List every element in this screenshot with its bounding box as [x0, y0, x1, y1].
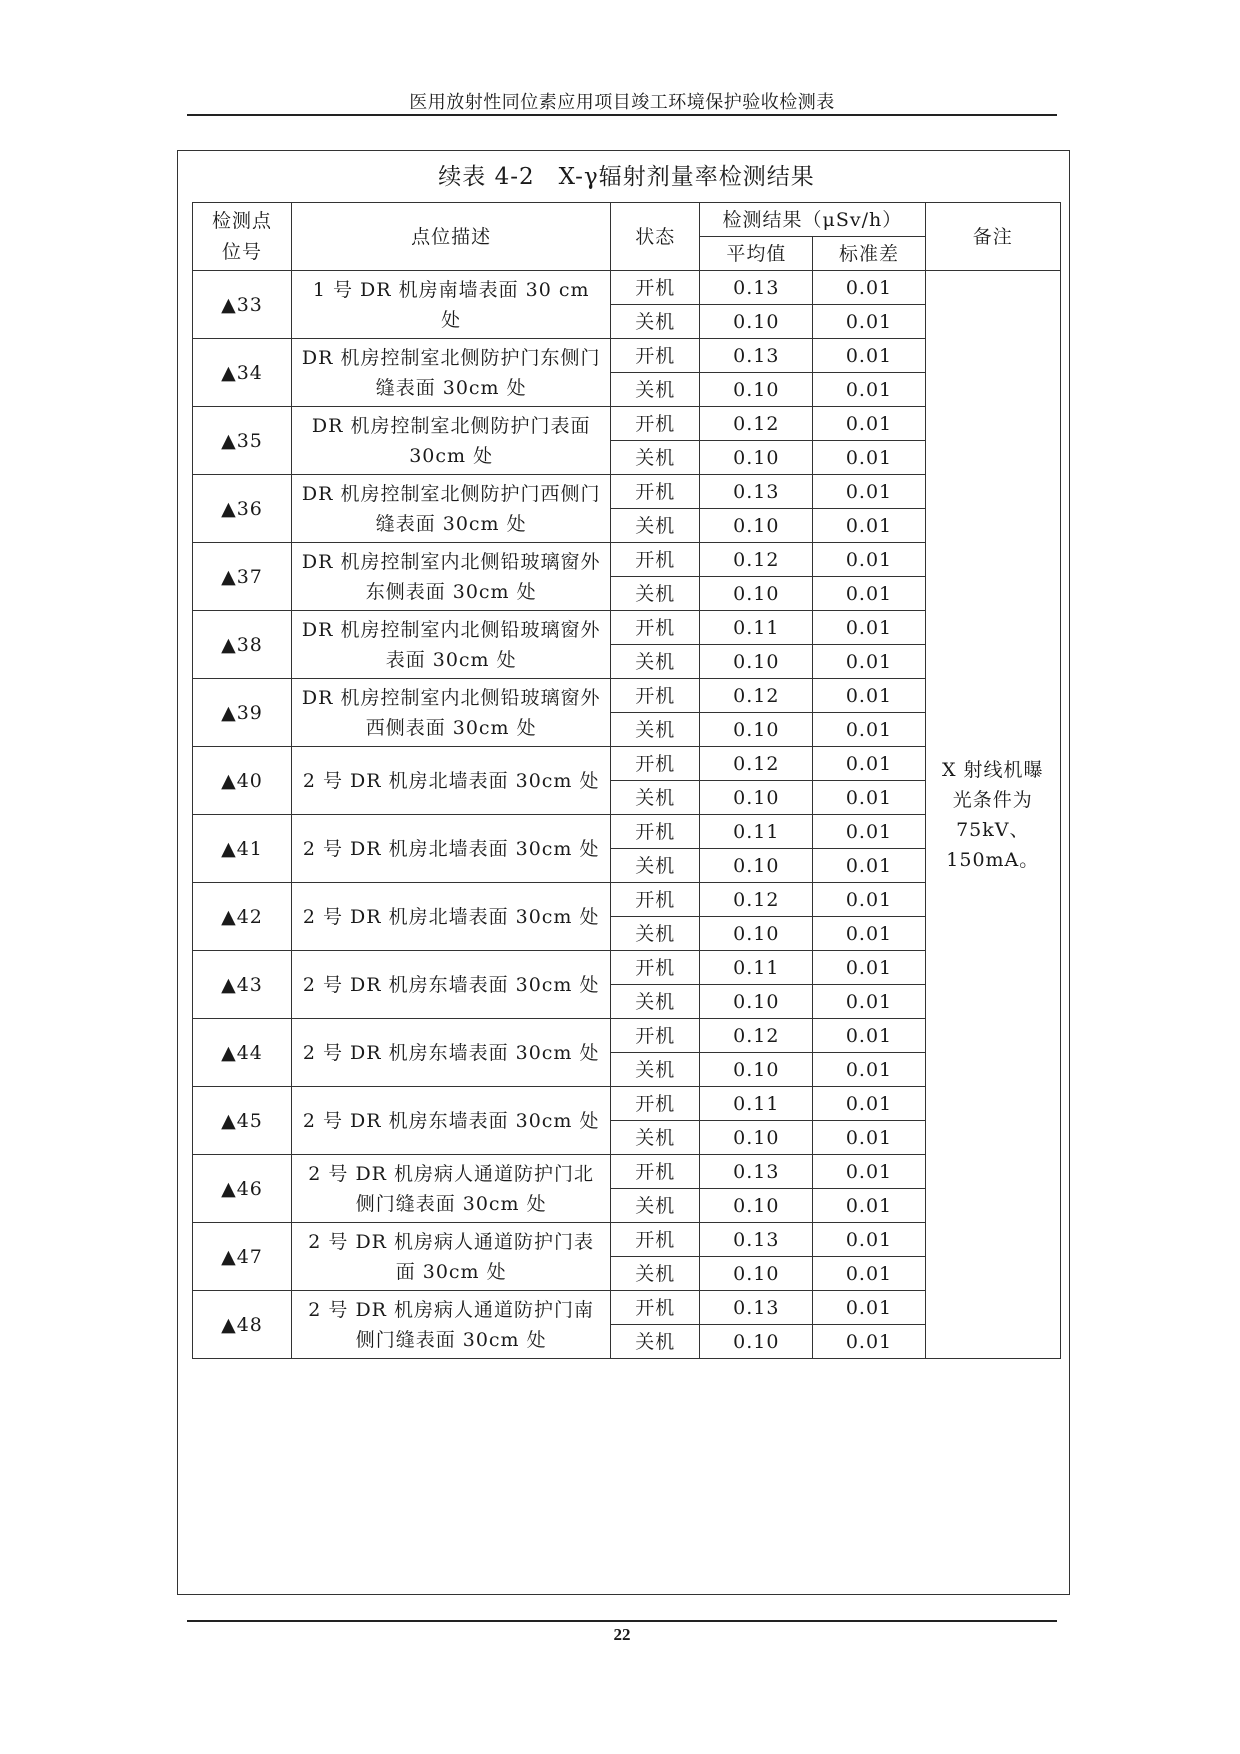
- document-header-title: 医用放射性同位素应用项目竣工环境保护验收检测表: [409, 92, 835, 113]
- mean-cell: 0.12: [700, 679, 813, 713]
- dose-rate-table: [192, 202, 1061, 1359]
- state-cell: 开机: [611, 407, 700, 441]
- page-number: 22: [613, 1625, 631, 1644]
- description-cell: 2 号 DR 机房北墙表面 30cm 处: [292, 747, 611, 815]
- std-cell: 0.01: [813, 747, 925, 781]
- remark-cell: X 射线机曝光条件为 75kV、150mA。: [925, 271, 1060, 1359]
- state-cell: 开机: [611, 679, 700, 713]
- state-cell: 关机: [611, 577, 700, 611]
- state-cell: 关机: [611, 1325, 700, 1359]
- mean-cell: 0.11: [700, 1087, 813, 1121]
- mean-cell: 0.10: [700, 1257, 813, 1291]
- state-cell: 开机: [611, 815, 700, 849]
- point-id-cell: ▲41: [193, 815, 292, 883]
- std-cell: 0.01: [813, 509, 925, 543]
- state-cell: 关机: [611, 781, 700, 815]
- mean-cell: 0.12: [700, 747, 813, 781]
- table-row: [193, 271, 1061, 305]
- description-cell: DR 机房控制室北侧防护门西侧门缝表面 30cm 处: [292, 475, 611, 543]
- std-cell: 0.01: [813, 611, 925, 645]
- description-cell: 2 号 DR 机房东墙表面 30cm 处: [292, 1087, 611, 1155]
- description-cell: 2 号 DR 机房北墙表面 30cm 处: [292, 815, 611, 883]
- col-header-remark: 备注: [925, 203, 1060, 271]
- mean-cell: 0.13: [700, 1155, 813, 1189]
- description-cell: 2 号 DR 机房北墙表面 30cm 处: [292, 883, 611, 951]
- std-cell: 0.01: [813, 1053, 925, 1087]
- mean-cell: 0.11: [700, 815, 813, 849]
- std-cell: 0.01: [813, 271, 925, 305]
- col-header-mean: 平均值: [700, 237, 813, 271]
- state-cell: 开机: [611, 1155, 700, 1189]
- mean-cell: 0.10: [700, 441, 813, 475]
- mean-cell: 0.10: [700, 713, 813, 747]
- state-cell: 开机: [611, 747, 700, 781]
- std-cell: 0.01: [813, 1155, 925, 1189]
- point-id-cell: ▲43: [193, 951, 292, 1019]
- state-cell: 开机: [611, 611, 700, 645]
- std-cell: 0.01: [813, 985, 925, 1019]
- std-cell: 0.01: [813, 781, 925, 815]
- state-cell: 开机: [611, 271, 700, 305]
- mean-cell: 0.10: [700, 849, 813, 883]
- point-id-cell: ▲48: [193, 1291, 292, 1359]
- state-cell: 关机: [611, 849, 700, 883]
- description-cell: 1 号 DR 机房南墙表面 30 cm 处: [292, 271, 611, 339]
- mean-cell: 0.13: [700, 475, 813, 509]
- point-id-cell: ▲34: [193, 339, 292, 407]
- state-cell: 开机: [611, 951, 700, 985]
- state-cell: 关机: [611, 917, 700, 951]
- std-cell: 0.01: [813, 883, 925, 917]
- state-cell: 开机: [611, 883, 700, 917]
- std-cell: 0.01: [813, 407, 925, 441]
- std-cell: 0.01: [813, 713, 925, 747]
- mean-cell: 0.10: [700, 1053, 813, 1087]
- description-cell: 2 号 DR 机房病人通道防护门表面 30cm 处: [292, 1223, 611, 1291]
- state-cell: 关机: [611, 509, 700, 543]
- state-cell: 关机: [611, 1121, 700, 1155]
- col-header-std: 标准差: [813, 237, 925, 271]
- std-cell: 0.01: [813, 305, 925, 339]
- std-cell: 0.01: [813, 1223, 925, 1257]
- mean-cell: 0.12: [700, 1019, 813, 1053]
- point-id-cell: ▲45: [193, 1087, 292, 1155]
- mean-cell: 0.11: [700, 951, 813, 985]
- description-cell: DR 机房控制室内北侧铅玻璃窗外西侧表面 30cm 处: [292, 679, 611, 747]
- point-id-cell: ▲42: [193, 883, 292, 951]
- mean-cell: 0.11: [700, 611, 813, 645]
- point-id-cell: ▲33: [193, 271, 292, 339]
- mean-cell: 0.13: [700, 271, 813, 305]
- point-id-cell: ▲35: [193, 407, 292, 475]
- state-cell: 开机: [611, 475, 700, 509]
- std-cell: 0.01: [813, 543, 925, 577]
- std-cell: 0.01: [813, 1121, 925, 1155]
- mean-cell: 0.12: [700, 407, 813, 441]
- std-cell: 0.01: [813, 339, 925, 373]
- header-divider: [187, 114, 1057, 116]
- std-cell: 0.01: [813, 645, 925, 679]
- state-cell: 关机: [611, 1257, 700, 1291]
- description-cell: DR 机房控制室北侧防护门表面 30cm 处: [292, 407, 611, 475]
- mean-cell: 0.12: [700, 543, 813, 577]
- description-cell: 2 号 DR 机房病人通道防护门北侧门缝表面 30cm 处: [292, 1155, 611, 1223]
- mean-cell: 0.10: [700, 1189, 813, 1223]
- mean-cell: 0.10: [700, 781, 813, 815]
- mean-cell: 0.10: [700, 509, 813, 543]
- state-cell: 开机: [611, 1019, 700, 1053]
- footer-divider: [187, 1620, 1057, 1622]
- mean-cell: 0.10: [700, 305, 813, 339]
- point-id-cell: ▲47: [193, 1223, 292, 1291]
- col-header-description: 点位描述: [292, 203, 611, 271]
- std-cell: 0.01: [813, 1291, 925, 1325]
- description-cell: DR 机房控制室内北侧铅玻璃窗外东侧表面 30cm 处: [292, 543, 611, 611]
- mean-cell: 0.13: [700, 1223, 813, 1257]
- mean-cell: 0.10: [700, 373, 813, 407]
- state-cell: 开机: [611, 1223, 700, 1257]
- state-cell: 开机: [611, 1087, 700, 1121]
- mean-cell: 0.13: [700, 1291, 813, 1325]
- state-cell: 关机: [611, 305, 700, 339]
- state-cell: 关机: [611, 1189, 700, 1223]
- std-cell: 0.01: [813, 951, 925, 985]
- std-cell: 0.01: [813, 475, 925, 509]
- state-cell: 关机: [611, 713, 700, 747]
- description-cell: DR 机房控制室北侧防护门东侧门缝表面 30cm 处: [292, 339, 611, 407]
- col-header-point-no: 检测点位号: [193, 203, 292, 271]
- state-cell: 开机: [611, 1291, 700, 1325]
- state-cell: 关机: [611, 645, 700, 679]
- mean-cell: 0.10: [700, 985, 813, 1019]
- point-id-cell: ▲44: [193, 1019, 292, 1087]
- state-cell: 关机: [611, 985, 700, 1019]
- mean-cell: 0.13: [700, 339, 813, 373]
- description-cell: 2 号 DR 机房东墙表面 30cm 处: [292, 1019, 611, 1087]
- state-cell: 关机: [611, 373, 700, 407]
- std-cell: 0.01: [813, 1019, 925, 1053]
- point-id-cell: ▲36: [193, 475, 292, 543]
- std-cell: 0.01: [813, 577, 925, 611]
- table-title: 续表 4-2 X-γ辐射剂量率检测结果: [438, 164, 815, 190]
- point-id-cell: ▲38: [193, 611, 292, 679]
- point-id-cell: ▲46: [193, 1155, 292, 1223]
- std-cell: 0.01: [813, 1257, 925, 1291]
- std-cell: 0.01: [813, 679, 925, 713]
- std-cell: 0.01: [813, 373, 925, 407]
- point-id-cell: ▲39: [193, 679, 292, 747]
- col-header-result: 检测结果（μSv/h）: [700, 203, 925, 237]
- point-id-cell: ▲40: [193, 747, 292, 815]
- mean-cell: 0.10: [700, 577, 813, 611]
- state-cell: 开机: [611, 339, 700, 373]
- mean-cell: 0.10: [700, 917, 813, 951]
- std-cell: 0.01: [813, 1189, 925, 1223]
- mean-cell: 0.10: [700, 1325, 813, 1359]
- std-cell: 0.01: [813, 441, 925, 475]
- mean-cell: 0.10: [700, 1121, 813, 1155]
- std-cell: 0.01: [813, 815, 925, 849]
- std-cell: 0.01: [813, 917, 925, 951]
- description-cell: DR 机房控制室内北侧铅玻璃窗外表面 30cm 处: [292, 611, 611, 679]
- state-cell: 关机: [611, 441, 700, 475]
- mean-cell: 0.10: [700, 645, 813, 679]
- std-cell: 0.01: [813, 1087, 925, 1121]
- mean-cell: 0.12: [700, 883, 813, 917]
- std-cell: 0.01: [813, 1325, 925, 1359]
- point-id-cell: ▲37: [193, 543, 292, 611]
- description-cell: 2 号 DR 机房东墙表面 30cm 处: [292, 951, 611, 1019]
- std-cell: 0.01: [813, 849, 925, 883]
- col-header-state: 状态: [611, 203, 700, 271]
- state-cell: 关机: [611, 1053, 700, 1087]
- description-cell: 2 号 DR 机房病人通道防护门南侧门缝表面 30cm 处: [292, 1291, 611, 1359]
- state-cell: 开机: [611, 543, 700, 577]
